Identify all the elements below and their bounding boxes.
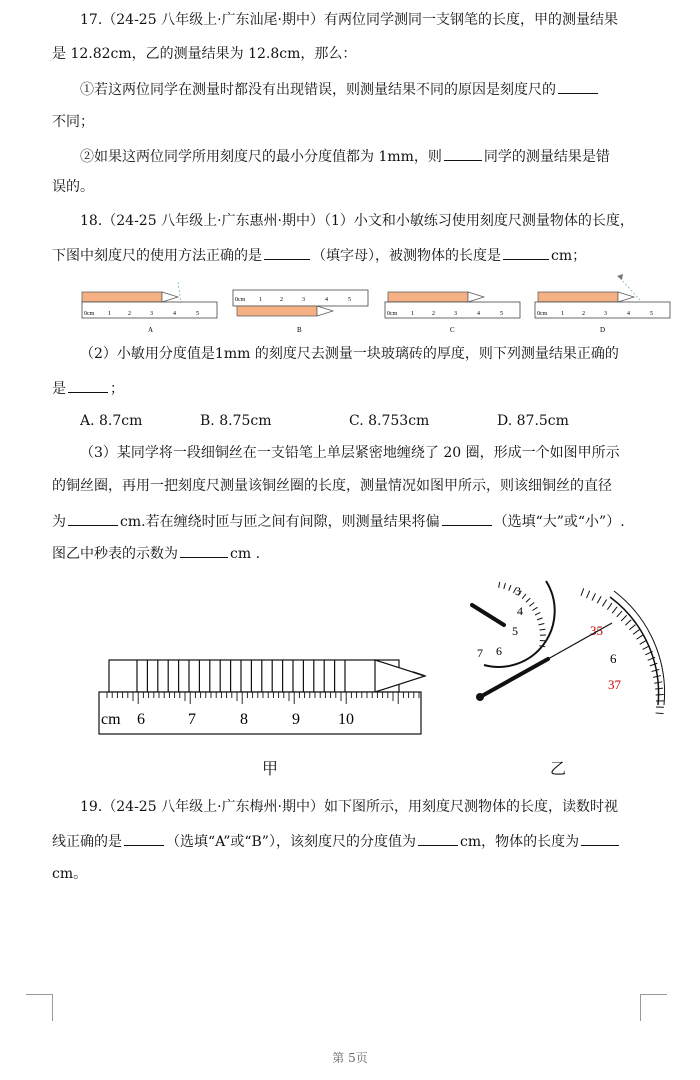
- q17-sub2-text: ②如果这两位同学所用刻度尺的最小分度值都为 1mm，则: [80, 149, 442, 165]
- q19-mid: （选填“A”或“B”），该刻度尺的分度值为: [166, 834, 416, 850]
- answer-blank[interactable]: [418, 830, 458, 846]
- ruler-unit-label: 0cm: [84, 311, 95, 317]
- ruler-tick: 1: [259, 297, 262, 303]
- q18-p3-end-2: cm .: [230, 546, 261, 562]
- figure-coil-ruler: [95, 652, 435, 742]
- q18-line-2-mid: （填字母），被测物体的长度是: [312, 248, 501, 264]
- ruler-tick: 3: [150, 311, 153, 317]
- pencil-tip: [375, 660, 425, 692]
- crop-mark-left: [26, 994, 53, 1021]
- q17-sub2: [80, 145, 640, 167]
- option-c[interactable]: C. 8.753cm: [349, 413, 430, 429]
- ruler-tick-label: 9: [292, 711, 300, 728]
- eye-icon: [617, 274, 623, 280]
- small-dial-number: 6: [496, 644, 502, 658]
- ruler-tick-label: 8: [240, 711, 248, 728]
- q18-line-2-end: cm；: [551, 248, 587, 264]
- ruler-label-c: C: [450, 326, 455, 334]
- ruler: [99, 692, 421, 734]
- answer-blank[interactable]: [124, 830, 164, 846]
- ruler-tick: 4: [325, 297, 328, 303]
- ruler-tick: 5: [650, 311, 653, 317]
- ruler-tick: 1: [561, 311, 564, 317]
- ruler-tick: 2: [280, 297, 283, 303]
- q18-line-1: 18.（24-25 八年级上·广东惠州·期中）（1）小文和小敏练习使用刻度尺测量物体的长度，: [80, 213, 634, 229]
- ruler-tick: 5: [196, 311, 199, 317]
- ruler-fig-a: [82, 282, 217, 334]
- option-a[interactable]: A. 8.7cm: [80, 413, 143, 429]
- ruler-tick: 4: [477, 311, 480, 317]
- q18-p3-line-4: [52, 542, 642, 564]
- ruler-fig-d: [535, 274, 670, 334]
- large-dial-number: 6: [610, 651, 617, 666]
- answer-blank[interactable]: [442, 510, 492, 526]
- pencil-body: [109, 660, 399, 692]
- q17-sub1-text: ①若这两位同学在测量时都没有出现错误，则测量结果不同的原因是刻度尺的: [80, 82, 556, 98]
- q18-p2-text: 是: [52, 381, 66, 397]
- answer-blank[interactable]: [264, 244, 310, 260]
- q17-sub1-cont: 不同；: [52, 114, 94, 130]
- q18-p2-line-1: （2）小敏用分度值是1mm 的刻度尺去测量一块玻璃砖的厚度，则下列测量结果正确的: [80, 346, 619, 362]
- ruler-label-d: D: [600, 326, 606, 334]
- answer-blank[interactable]: [68, 377, 108, 393]
- copper-coil: [137, 660, 345, 692]
- ruler-unit: cm: [101, 711, 121, 728]
- small-dial-number: 4: [517, 604, 523, 618]
- small-dial-number: 3: [515, 584, 521, 598]
- q19-line-2: [52, 830, 642, 852]
- q19-line-3: cm。: [52, 866, 88, 882]
- ruler-label-b: B: [297, 326, 302, 334]
- option-b[interactable]: B. 8.75cm: [200, 413, 272, 429]
- q18-p3-text: 为: [52, 514, 66, 530]
- ruler-tick: 3: [302, 297, 305, 303]
- q18-p2-end: ；: [110, 381, 124, 397]
- ruler-unit-label: 0cm: [235, 297, 246, 303]
- second-hand-tip: [548, 623, 612, 659]
- ruler-unit-label: 0cm: [387, 311, 398, 317]
- q19-line-1: 19.（24-25 八年级上·广东梅州·期中）如下图所示，用刻度尺测物体的长度，读数时视: [80, 799, 618, 815]
- answer-blank[interactable]: [180, 542, 228, 558]
- q17-line-2: 是 12.82cm，乙的测量结果为 12.8cm，那么：: [52, 46, 357, 62]
- q18-p3-text-2: 图乙中秒表的示数为: [52, 546, 178, 562]
- q18-p3-line-1: （3）某同学将一段细铜丝在一支铅笔上单层紧密地缠绕了 20 圈，形成一个如图甲所示: [80, 445, 620, 461]
- ruler-tick: 5: [348, 297, 351, 303]
- ruler-tick-label: 6: [137, 711, 145, 728]
- small-dial-number: 5: [512, 624, 518, 638]
- q19-mid-2: cm，物体的长度为: [459, 834, 580, 850]
- ruler-tick-label: 10: [338, 711, 354, 728]
- ruler-tick-label: 7: [188, 711, 196, 728]
- q18-p3-end: （选填“大”或“小”）.: [493, 514, 625, 530]
- ruler-tick: 4: [173, 311, 176, 317]
- q17-sub2-text-end: 同学的测量结果是错: [483, 149, 610, 165]
- page-number: 第 5页: [332, 1051, 368, 1065]
- ruler-tick: 1: [108, 311, 111, 317]
- ruler-figures: [0, 282, 700, 352]
- large-dial-number: 37: [608, 677, 621, 692]
- answer-blank[interactable]: [503, 244, 549, 260]
- q18-line-2-text: 下图中刻度尺的使用方法正确的是: [52, 248, 262, 264]
- ruler-fig-b: [233, 290, 368, 334]
- figure-stopwatch: [462, 575, 672, 715]
- q18-p3-line-2: 的铜丝圈，再用一把刻度尺测量该铜丝圈的长度，测量情况如图甲所示，则该细铜丝的直径: [52, 478, 612, 494]
- large-dial-number: 35: [590, 623, 603, 638]
- small-dial-number: 7: [477, 646, 483, 660]
- ruler-tick: 1: [411, 311, 414, 317]
- ruler-tick: 3: [454, 311, 457, 317]
- answer-blank[interactable]: [68, 510, 118, 526]
- ruler-tick: 2: [128, 311, 131, 317]
- ruler-tick: 2: [582, 311, 585, 317]
- answer-blank[interactable]: [581, 830, 619, 846]
- answer-blank[interactable]: [558, 78, 598, 94]
- q19-text: 线正确的是: [52, 834, 122, 850]
- figure-caption-yi: 乙: [550, 759, 567, 778]
- ruler-tick: 5: [500, 311, 503, 317]
- q18-p2-line-2: [52, 377, 642, 399]
- ruler-tick: 4: [627, 311, 630, 317]
- crop-mark-right: [640, 994, 667, 1021]
- ruler-unit-label: 0cm: [537, 311, 548, 317]
- q18-p3-line-3: [52, 510, 642, 532]
- answer-blank[interactable]: [444, 145, 482, 161]
- ruler-tick: 3: [604, 311, 607, 317]
- ruler-tick: 2: [432, 311, 435, 317]
- q17-sub2-cont: 误的。: [52, 179, 94, 195]
- option-d[interactable]: D. 87.5cm: [497, 413, 569, 429]
- ruler-fig-c: [385, 292, 520, 334]
- ruler-label-a: A: [148, 326, 154, 334]
- figure-caption-jia: 甲: [262, 759, 279, 778]
- q17-line-1: 17.（24-25 八年级上·广东汕尾·期中）有两位同学测同一支钢笔的长度，甲的测量结果: [80, 12, 618, 28]
- q17-sub1: [80, 78, 640, 100]
- q18-p3-mid: cm.若在缠绕时匝与匝之间有间隙，则测量结果将偏: [120, 514, 440, 530]
- minute-hand: [472, 605, 504, 625]
- q18-line-2: [52, 244, 642, 266]
